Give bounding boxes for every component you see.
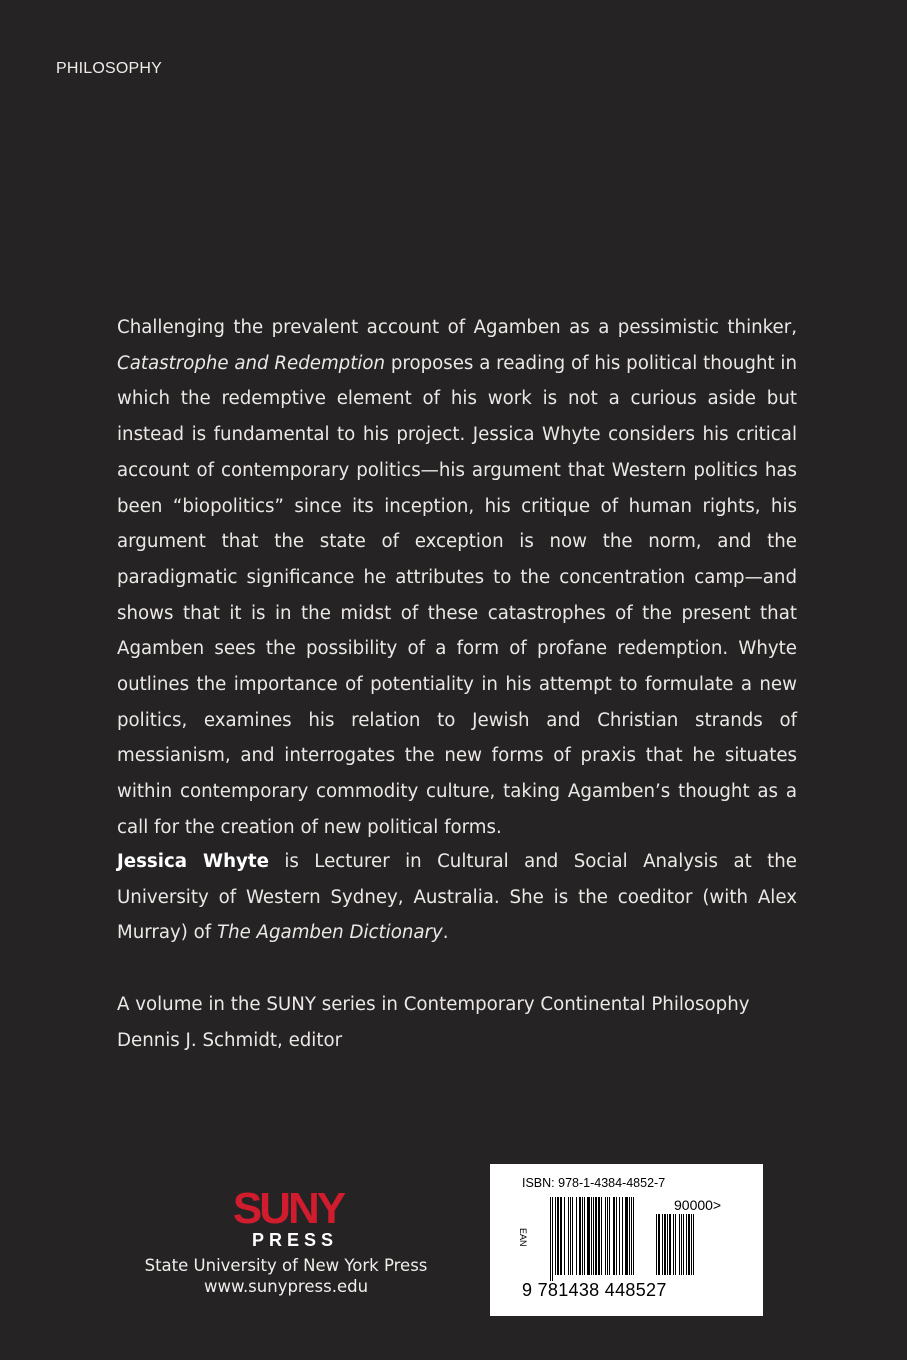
isbn-label: ISBN: 978-1-4384-4852-7 xyxy=(522,1176,666,1190)
series-note xyxy=(117,987,797,1058)
barcode-bar xyxy=(564,1197,565,1275)
barcode-bar xyxy=(598,1197,600,1275)
barcode-bar xyxy=(683,1214,684,1275)
barcode-bar xyxy=(572,1197,573,1275)
barcode-bar xyxy=(669,1214,671,1275)
barcode-bar xyxy=(605,1197,606,1275)
barcode-digits: 9 781438 448527 xyxy=(522,1280,667,1300)
barcode-bar xyxy=(619,1197,620,1275)
bio-text: is Lecturer in Cultural and Social Analysis at the University of Western Sydney, Australia. She is the coeditor (with Alex Murray) of xyxy=(117,851,797,944)
barcode-bar xyxy=(560,1197,562,1275)
barcode-bar xyxy=(570,1197,571,1275)
ean-barcode xyxy=(550,1197,652,1281)
author-name: Jessica Whyte xyxy=(117,851,269,872)
barcode-bar xyxy=(593,1197,594,1275)
series-editor: Dennis J. Schmidt, editor xyxy=(117,1029,343,1051)
barcode-bar xyxy=(673,1214,674,1275)
barcode-bar xyxy=(587,1197,590,1275)
barcode-bar xyxy=(633,1197,634,1275)
barcode-bar xyxy=(688,1214,690,1275)
barcode-bar xyxy=(662,1214,663,1275)
barcode-box xyxy=(490,1164,763,1316)
barcode-bar xyxy=(631,1197,632,1275)
barcode-bar xyxy=(584,1197,585,1275)
author-bio xyxy=(117,844,797,951)
barcode-bar xyxy=(686,1214,687,1275)
barcode-bar xyxy=(552,1197,553,1281)
publisher-name: State University of New York Press xyxy=(144,1256,428,1275)
barcode-bar xyxy=(568,1197,569,1275)
barcode-bar xyxy=(601,1197,602,1275)
barcode-bar xyxy=(629,1197,630,1275)
barcode-bar xyxy=(679,1214,680,1275)
barcode-bar xyxy=(693,1214,694,1275)
barcode-bar xyxy=(675,1214,676,1275)
addon-digits: 90000> xyxy=(674,1197,722,1213)
barcode-bar xyxy=(576,1197,577,1275)
suny-logo-word: SUNY xyxy=(232,1184,344,1233)
barcode-bar xyxy=(613,1197,615,1275)
publisher-url: www.sunypress.edu xyxy=(203,1277,369,1296)
barcode-bar xyxy=(582,1197,583,1275)
press-logo-word: PRESS xyxy=(251,1230,339,1250)
barcode-bar xyxy=(622,1197,623,1275)
barcode-bar xyxy=(609,1197,610,1275)
publisher-info xyxy=(140,1255,432,1297)
blurb-paragraph xyxy=(117,310,797,846)
blurb-text-rest: proposes a reading of his political thought in which the redemptive element of his work is not a curious aside but instead is fundamental to his project. Jessica Whyte considers his critical account of contemporary politics—his argument that Western politics has been “biopolitics” since its inception, his critique of human rights, his argument that the state of exception is now the norm, and the paradigmatic significance he attributes to the concentration camp—and shows that it is in the midst of these catastrophes of the present that Agamben sees the possibility of a form of profane redemption. Whyte outlines the importance of potentiality in his attempt to formulate a new politics, examines his relation to Jewish and Christian strands of messianism, and interrogates the new forms of praxis that he situates within contemporary commodity culture, taking Agamben’s thought as a call for the creation of new political forms. xyxy=(117,352,797,838)
suny-press-logo xyxy=(219,1184,357,1250)
barcode-bar xyxy=(656,1214,657,1275)
barcode-bar xyxy=(667,1214,668,1275)
barcode-bar xyxy=(607,1197,608,1275)
barcode-bar xyxy=(550,1197,551,1281)
barcode-bar xyxy=(681,1214,682,1275)
bio-end: . xyxy=(442,922,449,944)
barcode-bar xyxy=(658,1214,660,1275)
addon-barcode xyxy=(656,1214,716,1281)
category-label: PHILOSOPHY xyxy=(56,60,163,77)
barcode-bar xyxy=(664,1214,666,1275)
barcode-bar xyxy=(579,1197,581,1275)
barcode-bar xyxy=(555,1197,556,1275)
barcode-bar xyxy=(691,1214,692,1275)
blurb-text-start: Challenging the prevalent account of Agamben as a pessimistic thinker, xyxy=(117,317,797,338)
series-line: A volume in the SUNY series in Contemporary Continental Philosophy xyxy=(117,994,750,1015)
barcode-bar xyxy=(557,1197,559,1275)
book-title: Catastrophe and Redemption xyxy=(117,352,386,374)
barcode-bar xyxy=(625,1197,628,1275)
barcode-bar xyxy=(616,1197,617,1275)
barcode-bar xyxy=(591,1197,592,1275)
coedited-book-title: The Agamben Dictionary xyxy=(216,922,443,944)
barcode-bar xyxy=(595,1197,597,1275)
ean-label: EAN xyxy=(518,1228,528,1247)
